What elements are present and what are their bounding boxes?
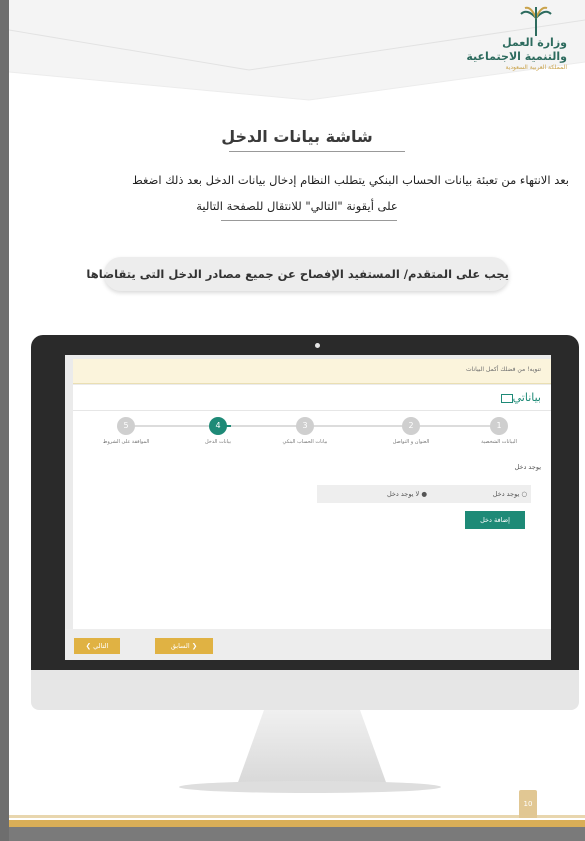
step-4-label: بيانات الدخل xyxy=(204,439,232,445)
step-5-label: الموافقة على الشروط xyxy=(102,439,150,445)
step-2[interactable]: 2 xyxy=(402,417,420,435)
step-3-label: بيانات الحساب البنكي xyxy=(282,439,328,445)
previous-button[interactable]: ❮ السابق xyxy=(155,638,213,654)
income-question: يوجد دخل xyxy=(514,463,541,471)
logo-line-3: المملكة العربية السعودية xyxy=(505,64,567,71)
radio-has-income[interactable]: ○ يوجد دخل xyxy=(492,490,527,498)
section-title xyxy=(497,391,541,404)
step-5[interactable]: 5 xyxy=(117,417,135,435)
callout-pill xyxy=(86,257,509,291)
radio-no-income[interactable]: ● لا يوجد دخل xyxy=(386,490,427,498)
notice-banner xyxy=(73,359,551,384)
logo-line-2: والتنمية الاجتماعية xyxy=(466,50,567,63)
document-page xyxy=(9,0,585,841)
add-income-button[interactable]: إضافة دخل xyxy=(465,511,525,529)
monitor-camera xyxy=(315,343,320,348)
footer-accent-line xyxy=(9,815,585,818)
monitor-chin xyxy=(31,670,579,710)
step-1[interactable]: 1 xyxy=(490,417,508,435)
monitor-screen xyxy=(65,355,551,660)
step-2-label: العنوان و التواصل xyxy=(392,439,430,445)
screen-footer xyxy=(65,629,551,660)
step-3[interactable]: 3 xyxy=(296,417,314,435)
monitor-stand xyxy=(237,710,387,785)
callout-text: يجب على المتقدم/ المستفيد الإفصاح عن جميع مصادر الدخل التى يتقاضاها xyxy=(86,267,509,281)
logo-line-1: وزارة العمل xyxy=(502,36,567,49)
footer-gold-band xyxy=(9,820,585,827)
income-options xyxy=(317,485,531,503)
form-card xyxy=(73,385,551,660)
step-1-label: البيانات الشخصية xyxy=(481,439,517,445)
footer-gray-band xyxy=(9,827,585,841)
paragraph-line-2: على أيقونة "التالي" للانتقال للصفحة التالية xyxy=(196,199,398,213)
notice-text: تنويه! من فضلك أكمل البيانات xyxy=(465,366,541,373)
title-underline xyxy=(229,151,405,152)
next-button[interactable]: التالي ❯ xyxy=(74,638,120,654)
card-icon xyxy=(501,394,513,403)
page-title: شاشة بيانات الدخل xyxy=(221,127,373,146)
palm-tree-icon xyxy=(519,6,553,36)
section-divider xyxy=(73,410,551,411)
page-number: 10 xyxy=(519,790,537,818)
monitor-base xyxy=(179,781,441,793)
step-4[interactable]: 4 xyxy=(209,417,227,435)
section-title-text: بياناتي xyxy=(512,391,541,404)
paragraph-underline xyxy=(221,220,397,221)
paragraph-line-1: بعد الانتهاء من تعبئة بيانات الحساب البنكي يتطلب النظام إدخال بيانات الدخل بعد ذلك اضغط xyxy=(132,173,569,187)
left-edge-bar xyxy=(0,0,9,841)
